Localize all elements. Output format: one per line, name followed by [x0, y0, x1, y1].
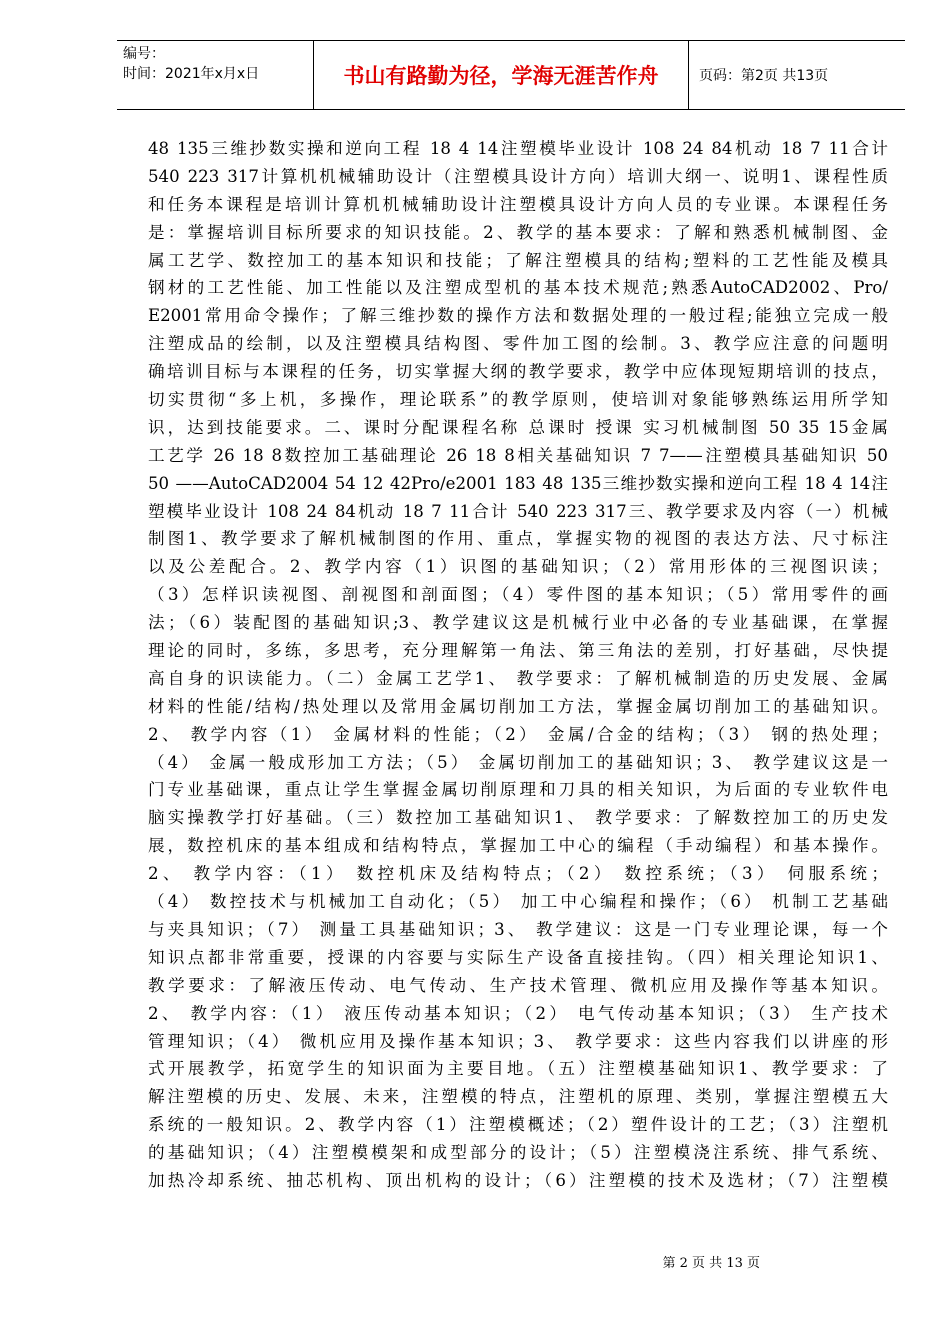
body-line: 材料的性能/结构/热处理以及常用金属切削加工方法，掌握金属切削加工的基础知识。 — [148, 696, 888, 716]
body-line: 脑实操教学打好基础。（三）数控加工基础知识1、 教学要求：了解数控加工的历史发 — [148, 808, 888, 828]
body-line: 2、 教学内容：（1） 液压传动基本知识；（2） 电气传动基本知识；（3） 生产技术 — [148, 1003, 888, 1023]
body-line: （4） 金属一般成形加工方法；（5） 金属切削加工的基础知识；3、 教学建议这是一 — [148, 752, 888, 772]
body-line: 识，达到技能要求。二、课时分配课程名称 总课时 授课 实习机械制图 50 35 15金属 — [148, 417, 888, 437]
header-page-info: 页码：第2页 共13页 — [699, 68, 829, 84]
body-line: 2、 教学内容：（1） 数控机床及结构特点；（2） 数控系统；（3） 伺服系统； — [148, 864, 888, 884]
body-line: 属工艺学、数控加工的基本知识和技能；了解注塑模具的结构;塑料的工艺性能及模具 — [148, 250, 888, 270]
body-line: 切实贯彻“多上机，多操作，理论联系”的教学原则，使培训对象能够熟练运用所学知 — [148, 390, 888, 410]
body-line: 塑模毕业设计 108 24 84机动 18 7 11合计 540 223 317三、教学要求及内容（一）机械 — [148, 501, 888, 521]
page-footer — [0, 1252, 950, 1271]
body-line: 理论的同时，多练，多思考，充分理解第一角法、第三角法的差别，打好基础，尽快提 — [148, 641, 888, 661]
body-line: 与夹具知识；（7） 测量工具基础知识；3、 教学建议：这是一门专业理论课，每一个 — [148, 919, 888, 939]
body-line: 管理知识；（4） 微机应用及操作基本知识；3、 教学要求：这些内容我们以讲座的形 — [148, 1031, 888, 1051]
body-line: 和任务本课程是培训计算机机械辅助设计注塑模具设计方向人员的专业课。本课程任务 — [148, 194, 888, 214]
body-line: （3）怎样识读视图、剖视图和剖面图；（4）零件图的基本知识；（5）常用零件的画 — [148, 585, 888, 605]
body-line: 系统的一般知识。2、教学内容（1）注塑模概述；（2）塑件设计的工艺；（3）注塑机 — [148, 1115, 888, 1135]
body-line: 钢材的工艺性能、加工性能以及注塑成型机的基本技术规范;熟悉AutoCAD2002、Pro/ — [148, 278, 888, 298]
body-line: 以及公差配合。2、教学内容（1）识图的基础知识；（2）常用形体的三视图识读； — [148, 557, 888, 577]
body-line: 540 223 317计算机机械辅助设计（注塑模具设计方向）培训大纲一、说明1、课程性质 — [148, 166, 888, 186]
body-line: 工艺学 26 18 8数控加工基础理论 26 18 8相关基础知识 7 7——注塑模具基础知识 50 — [148, 445, 888, 465]
body-line: 式开展教学，拓宽学生的知识面为主要目地。（五）注塑模基础知识1、教学要求：了 — [148, 1059, 888, 1079]
body-line: 制图1、教学要求了解机械制图的作用、重点，掌握实物的视图的表达方法、尺寸标注 — [148, 529, 888, 549]
body-line: 解注塑模的历史、发展、未来，注塑模的特点，注塑机的原理、类别，掌握注塑模五大 — [148, 1087, 888, 1107]
body-line: 48 135三维抄数实操和逆向工程 18 4 14注塑模毕业设计 108 24 84机动 18 7 11合计 — [148, 139, 888, 158]
page-header — [117, 40, 905, 110]
body-line: 是：掌握培训目标所要求的知识技能。2、教学的基本要求：了解和熟悉机械制图、金 — [148, 222, 888, 242]
body-line: 50 ——AutoCAD2004 54 12 42Pro/e2001 183 48 135三维抄数实操和逆向工程 18 4 14注 — [148, 473, 888, 493]
time-label: 时间：2021年x月x日 — [123, 66, 260, 82]
body-line: 教学要求：了解液压传动、电气传动、生产技术管理、微机应用及操作等基本知识。 — [148, 975, 888, 995]
footer-page-number: 第 2 页 共 13 页 — [662, 1256, 760, 1271]
body-line: 知识点都非常重要，授课的内容要与实际生产设备直接挂钩。（四）相关理论知识1、 — [148, 947, 888, 967]
number-label: 编号： — [123, 46, 165, 62]
body-line: 展，数控机床的基本组成和结构特点，掌握加工中心的编程（手动编程）和基本操作。 — [148, 836, 888, 856]
body-line: 注塑成品的绘制，以及注塑模具结构图、零件加工图的绘制。3、教学应注意的问题明 — [148, 334, 888, 354]
body-line: （4） 数控技术与机械加工自动化；（5） 加工中心编程和操作；（6） 机制工艺基础 — [148, 892, 888, 912]
body-line: 高自身的识读能力。（二）金属工艺学1、 教学要求：了解机械制造的历史发展、金属 — [148, 668, 888, 688]
body-line: 2、 教学内容（1） 金属材料的性能；（2） 金属/合金的结构；（3） 钢的热处理； — [148, 724, 888, 744]
document-body — [148, 135, 888, 1195]
body-line: E2001常用命令操作；了解三维抄数的操作方法和数据处理的一般过程;能独立完成一般 — [148, 306, 888, 326]
body-line: 的基础知识；（4）注塑模模架和成型部分的设计；（5）注塑模浇注系统、排气系统、 — [148, 1143, 888, 1163]
body-line: 法；（6）装配图的基础知识;3、教学建议这是机械行业中必备的专业基础课，在掌握 — [148, 613, 888, 633]
body-line: 确培训目标与本课程的任务，切实掌握大纲的教学要求，教学中应体现短期培训的技点， — [148, 362, 888, 382]
header-meta — [117, 41, 314, 109]
header-motto: 书山有路勤为径，学海无涯苦作舟 — [314, 41, 689, 109]
body-line: 加热冷却系统、抽芯机构、顶出机构的设计；（6）注塑模的技术及选材；（7）注塑模 — [148, 1170, 888, 1190]
body-line: 门专业基础课，重点让学生掌握金属切削原理和刀具的相关知识，为后面的专业软件电 — [148, 780, 888, 800]
